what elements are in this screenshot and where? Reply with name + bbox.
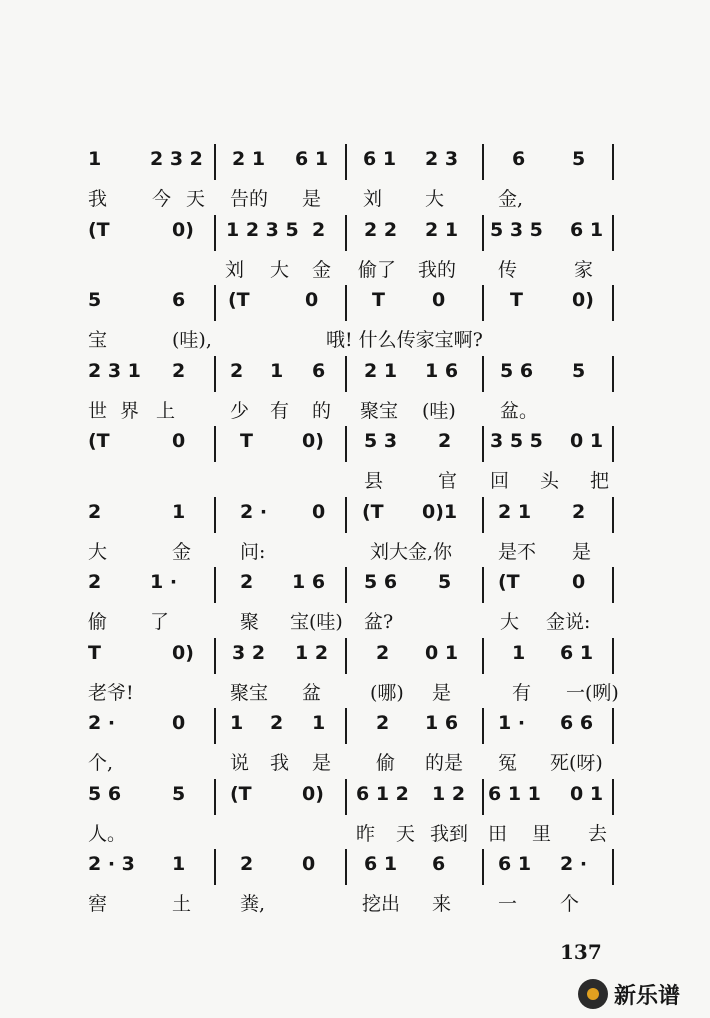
note-group: (T [230,782,252,805]
note-group: 5 [572,359,586,382]
lyric-text: 告的 [230,188,269,210]
site-logo [578,978,680,1010]
note-group: (T [88,218,110,241]
lyric-text: 哦! 什么传家宝啊? [326,329,483,351]
lyric-text: 我 [88,188,108,210]
bar-line [612,285,614,321]
note-group: 2 [270,712,284,734]
bar-line [214,638,216,674]
lyric-text: 个 [560,893,580,915]
lyric-text: 金说: [546,611,591,633]
lyric-text: 去 [588,822,608,845]
lyric-text: 窖 [88,893,108,915]
bar-line [482,708,484,744]
note-group: 3 2 [232,641,266,664]
lyric-text: 死(呀) [550,752,603,774]
lyric-text: 头 [540,470,560,492]
note-group: 2 3 1 [88,359,141,382]
lyrics-line [80,889,620,921]
note-group: 1 [88,148,102,170]
note-group: 6 6 [560,712,594,734]
lyric-text: 是 [302,188,322,210]
lyrics-line [80,678,620,710]
lyric-text: 界 [120,399,140,422]
bar-line [612,638,614,674]
note-group: 0 [572,571,586,593]
lyrics-line [80,537,620,569]
bar-line [482,215,484,251]
bar-line [482,638,484,674]
note-group: 0 1 [570,782,604,805]
notation-line [80,571,620,603]
lyric-text: 刘 [225,258,245,281]
bar-line [612,356,614,392]
score-system [80,783,620,853]
note-group: 5 6 [88,782,122,805]
note-group: 0) [172,641,194,664]
note-group: 0 [302,853,316,875]
lyric-text: 是 [572,540,592,563]
bar-line [612,426,614,462]
bar-line [214,497,216,533]
note-group: 2 [312,218,326,241]
note-group: 6 [432,853,446,875]
note-group: T [88,641,101,664]
lyric-text: 我 [270,752,290,774]
score-system [80,642,620,712]
note-group: 3 5 5 [490,430,543,452]
note-group: 2 3 2 [150,148,203,170]
lyric-text: 盆? [364,611,394,633]
note-group: 0 [172,430,186,452]
notation-line [80,853,620,885]
bar-line [482,849,484,885]
note-group: (T [498,571,520,593]
note-group: 2 · 3 [88,853,135,875]
lyric-text: 有 [270,399,290,422]
lyrics-line [80,184,620,216]
lyric-text: 世 [88,399,108,422]
lyrics-line [80,255,620,287]
lyric-text: 粪, [240,893,266,915]
lyric-text: 是不 [498,540,537,563]
score-system [80,853,620,923]
lyric-text: 一 [498,893,518,915]
note-group: 6 1 [363,148,397,170]
bar-line [345,144,347,180]
lyric-text: 昨 [356,822,376,845]
score-system [80,148,620,218]
note-group: 1 2 3 5 [226,218,299,241]
lyric-text: 金, [498,188,524,210]
notation-line [80,642,620,674]
bar-line [482,497,484,533]
bar-line [345,497,347,533]
note-group: 2 [240,571,254,593]
note-group: 2 [230,359,244,382]
lyrics-line [80,325,620,357]
lyric-text: 说 [230,752,250,774]
bar-line [214,708,216,744]
note-group: 1 6 [425,712,459,734]
notation-line [80,289,620,321]
lyric-text: 大 [270,258,290,281]
lyric-text: 大 [500,611,520,633]
score-system [80,219,620,289]
note-group: 1 6 [292,571,326,593]
bar-line [482,144,484,180]
page-number: 137 [560,940,602,964]
bar-line [612,849,614,885]
note-group: 1 [172,853,186,875]
lyric-text: 的 [312,399,332,422]
lyric-text: 天 [186,188,206,210]
note-group: 2 [172,359,186,382]
lyric-text: 我到 [430,822,469,845]
bar-line [214,426,216,462]
lyric-text: 土 [172,893,192,915]
bar-line [345,356,347,392]
lyrics-line [80,466,620,498]
vinyl-record-icon [578,979,608,1009]
lyric-text: 个, [88,752,114,774]
note-group: 6 1 [570,218,604,241]
lyric-text: 聚宝 [360,399,399,422]
note-group: 1 [172,500,186,523]
note-group: 5 6 [364,571,398,593]
lyrics-line [80,607,620,639]
note-group: 2 1 [364,359,398,382]
note-group: T [510,289,523,311]
lyric-text: 的是 [425,752,464,774]
lyric-text: 少 [230,399,250,422]
note-group: 2 [376,712,390,734]
note-group: 1 6 [425,359,459,382]
lyric-text: 天 [396,822,416,845]
note-group: 6 1 1 [488,782,541,805]
note-group: 5 [172,782,186,805]
bar-line [345,779,347,815]
lyrics-line [80,748,620,780]
lyric-text: 回 [490,470,510,492]
bar-line [214,849,216,885]
lyric-text: 宝(哇) [290,611,343,633]
note-group: 6 1 [498,853,532,875]
bar-line [214,356,216,392]
note-group: 0 [172,712,186,734]
note-group: 2 · [88,712,116,734]
lyric-text: 盆 [302,681,322,704]
lyric-text: 一(咧) [566,681,619,704]
note-group: 0 [305,289,319,311]
bar-line [345,849,347,885]
lyric-text: (哇), [172,329,212,351]
bar-line [214,215,216,251]
lyric-text: 冤 [498,752,518,774]
lyric-text: 官 [438,470,458,492]
note-group: 6 [312,359,326,382]
note-group: 2 [88,571,102,593]
note-group: 1 [270,359,284,382]
note-group: 6 1 2 [356,782,409,805]
score-system [80,289,620,359]
note-group: 0 1 [570,430,604,452]
lyric-text: 偷 [88,611,108,633]
notation-line [80,712,620,744]
note-group: 5 3 [364,430,398,452]
bar-line [482,356,484,392]
note-group: 0 [312,500,326,523]
lyric-text: 聚 [240,611,260,633]
note-group: (T [362,500,384,523]
note-group: 2 · [240,500,268,523]
bar-line [345,215,347,251]
note-group: 6 1 [560,641,594,664]
notation-line [80,148,620,180]
lyric-text: 我的 [418,258,457,281]
lyric-text: 问: [240,540,266,563]
note-group: 0 [432,289,446,311]
lyric-text: 大 [425,188,445,210]
lyric-text: 传 [498,258,518,281]
lyric-text: 金 [312,258,332,281]
note-group: 1 2 [432,782,466,805]
note-group: 0 1 [425,641,459,664]
note-group: 1 [512,641,526,664]
notation-line [80,783,620,815]
lyric-text: 偷 [376,752,396,774]
note-group: T [240,430,253,452]
lyric-text: 县 [364,470,384,492]
lyric-text: 田 [488,822,508,845]
lyric-text: 有 [512,681,532,704]
lyric-text: 是 [312,752,332,774]
bar-line [612,497,614,533]
note-group: 2 1 [425,218,459,241]
score-system [80,501,620,571]
lyric-text: (哪) [370,681,404,704]
lyric-text: 聚宝 [230,681,269,704]
notation-line [80,430,620,462]
lyric-text: 把 [590,470,610,492]
lyrics-line [80,819,620,851]
bar-line [482,426,484,462]
note-group: 1 [312,712,326,734]
lyric-text: 金 [172,540,192,563]
note-group: 2 1 [498,500,532,523]
logo-text: 新乐谱 [614,983,681,1009]
note-group: 0) [572,289,594,311]
lyric-text: 挖出 [362,893,401,915]
bar-line [482,567,484,603]
lyric-text: 人。 [88,822,127,845]
lyric-text: 是 [432,681,452,704]
bar-line [214,567,216,603]
notation-line [80,219,620,251]
bar-line [214,144,216,180]
note-group: 2 · [560,853,588,875]
lyric-text: 里 [532,822,552,845]
note-group: 0) [172,218,194,241]
note-group: 1 · [498,712,526,734]
note-group: 5 [572,148,586,170]
note-group: 1 2 [295,641,329,664]
lyric-text: 来 [432,893,452,915]
lyric-text: 家 [574,258,594,281]
lyric-text: 偷了 [358,258,397,281]
lyric-text: 宝 [88,329,108,351]
score-system [80,430,620,500]
lyric-text: 上 [156,399,176,422]
note-group: 2 [438,430,452,452]
note-group: 5 3 5 [490,218,543,241]
lyric-text: 刘大金,你 [370,540,453,563]
score-system [80,360,620,430]
note-group: 5 6 [500,359,534,382]
lyrics-line [80,396,620,428]
note-group: 2 3 [425,148,459,170]
note-group: 0)1 [422,500,458,523]
note-group: 5 [88,289,102,311]
note-group: 2 [88,500,102,523]
note-group: 1 · [150,571,178,593]
note-group: 0) [302,430,324,452]
bar-line [612,779,614,815]
lyric-text: 盆。 [500,399,539,422]
note-group: 6 [172,289,186,311]
note-group: 2 1 [232,148,266,170]
bar-line [612,708,614,744]
note-group: 0) [302,782,324,805]
bar-line [345,638,347,674]
note-group: 6 1 [364,853,398,875]
bar-line [482,779,484,815]
note-group: (T [88,430,110,452]
note-group: 6 1 [295,148,329,170]
lyric-text: 刘 [363,188,383,210]
note-group: 2 [240,853,254,875]
notation-line [80,501,620,533]
bar-line [345,567,347,603]
bar-line [214,285,216,321]
bar-line [482,285,484,321]
bar-line [612,215,614,251]
bar-line [612,144,614,180]
bar-line [612,567,614,603]
note-group: (T [228,289,250,311]
notation-line [80,360,620,392]
score-system [80,712,620,782]
lyric-text: (哇) [422,399,456,422]
note-group: T [372,289,385,311]
lyric-text: 今 [152,188,172,210]
lyric-text: 老爷! [88,681,134,704]
note-group: 2 2 [364,218,398,241]
bar-line [345,426,347,462]
note-group: 2 [376,641,390,664]
note-group: 1 [230,712,244,734]
lyric-text: 了 [150,611,170,633]
note-group: 2 [572,500,586,523]
lyric-text: 大 [88,540,108,563]
note-group: 6 [512,148,526,170]
bar-line [345,285,347,321]
bar-line [345,708,347,744]
bar-line [214,779,216,815]
note-group: 5 [438,571,452,593]
score-system [80,571,620,641]
